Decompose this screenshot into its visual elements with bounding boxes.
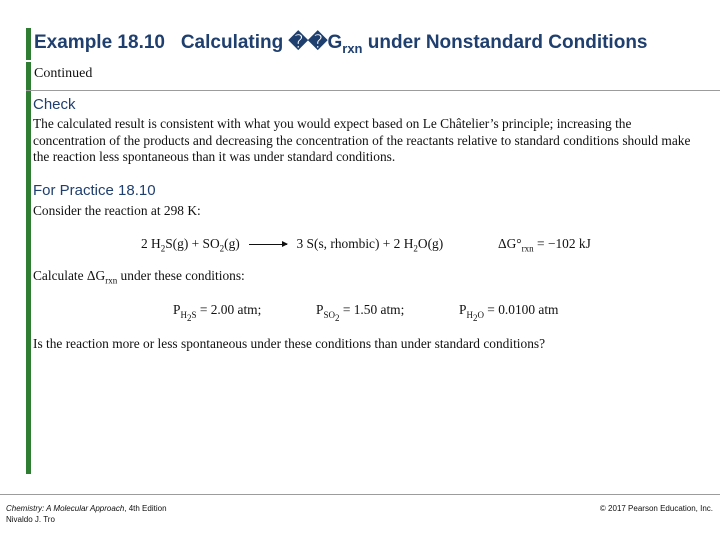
calc-suffix: under these conditions: (117, 268, 245, 283)
reactant-1-rest: S(g) + SO (165, 236, 220, 251)
footer-book-title: Chemistry: A Molecular Approach (6, 504, 125, 513)
condition-so2 (316, 302, 404, 322)
product-1: 3 S(s, rhombic) + 2 H (296, 236, 414, 251)
pressure-value: = 0.0100 atm (483, 302, 559, 317)
continued-label: Continued (34, 66, 93, 81)
species-part: S (191, 309, 197, 320)
species-part: O (477, 309, 484, 320)
condition-h2s (173, 302, 261, 322)
reactant-2-sub: 2 (219, 243, 225, 254)
title-prefix: Calculating (180, 32, 284, 53)
accent-bar-top (26, 28, 31, 60)
footer-author: Nivaldo J. Tro (6, 515, 55, 524)
reactant-1-sub: 2 (160, 243, 166, 254)
delta-g-number: = −102 kJ (533, 236, 591, 251)
title-sub: rxn (342, 40, 363, 56)
practice-heading: For Practice 18.10 (33, 182, 156, 199)
species-subscript: 2 (334, 312, 340, 323)
example-label: Example 18.10 (34, 32, 165, 53)
calc-prefix: Calculate ΔG (33, 268, 106, 283)
delta-g-symbol: ΔG° (498, 236, 522, 251)
reactant-2-rest: (g) (224, 236, 240, 251)
footer-edition: , 4th Edition (124, 504, 167, 513)
species-subscript: 2 (472, 312, 478, 323)
title-glyph: ��G (288, 32, 343, 53)
check-text: The calculated result is consistent with what you would expect based on Le Châtelier’s principle; increasing the concentration of the products and decreasing the concentration of the reactants relative to standard conditions should make the reaction less spontaneous than it was under standard conditions. (33, 116, 691, 164)
species-part: SO (323, 309, 335, 320)
pressure-symbol: P (459, 302, 467, 317)
reaction-equation (141, 236, 443, 254)
delta-g-sub: rxn (521, 243, 534, 254)
accent-bar-left (26, 62, 31, 474)
practice-intro: Consider the reaction at 298 K: (33, 203, 201, 218)
pressure-symbol: P (316, 302, 324, 317)
product-1-sub: 2 (413, 243, 418, 254)
title-suffix: under Nonstandard Conditions (367, 32, 648, 53)
product-1-rest: O(g) (417, 236, 444, 251)
condition-h2o (459, 302, 558, 322)
header-divider (26, 90, 720, 91)
footer-book (6, 503, 167, 525)
species-part: H (180, 309, 187, 320)
pressure-symbol: P (173, 302, 181, 317)
footer-divider (0, 494, 720, 495)
pressure-value: = 1.50 atm; (339, 302, 405, 317)
check-heading: Check (33, 96, 76, 113)
reactant-1: 2 H (141, 236, 161, 251)
footer-copyright: © 2017 Pearson Education, Inc. (599, 504, 713, 513)
calc-sub: rxn (105, 275, 118, 286)
practice-question: Is the reaction more or less spontaneous under these conditions than under standard conditions? (33, 336, 546, 351)
page-title (34, 31, 648, 56)
delta-g-value (498, 236, 591, 254)
reaction-arrow-icon (249, 244, 287, 245)
species-subscript: 2 (186, 312, 192, 323)
calculate-instruction (33, 268, 245, 286)
pressure-value: = 2.00 atm; (196, 302, 262, 317)
species-part: H (466, 309, 473, 320)
